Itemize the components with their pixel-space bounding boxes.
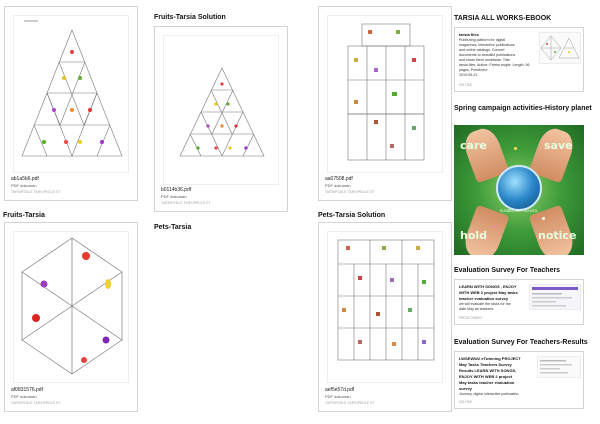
globe-image — [496, 165, 542, 211]
results-desc-1: Journey, digital interactive publication — [459, 392, 519, 396]
file-name[interactable]: af0831576.pdf — [11, 387, 43, 393]
word-hold: hold — [460, 229, 488, 242]
fruits-tarsia-solution-title[interactable]: Fruits-Tarsia Solution — [154, 14, 226, 21]
ebook-desc-2: magazines, interactive publications — [459, 43, 515, 47]
flower-dot — [514, 147, 517, 150]
results-heading-3[interactable]: Results LEARN WITH SONGS, — [459, 368, 517, 373]
word-save: save — [544, 139, 573, 152]
pets-tarsia-title[interactable]: Pets-Tarsia — [154, 224, 192, 231]
document-card[interactable] — [4, 6, 138, 201]
ebook-desc-7: 2019-05-21 — [459, 73, 478, 77]
file-type: PDF dokuman — [11, 394, 37, 399]
results-heading-1[interactable]: LWSEWW2 eTwinning PROJECT — [459, 356, 521, 361]
ebook-title[interactable]: TARSIA ALL WORKS-EBOOK — [454, 15, 552, 22]
ebook-card[interactable] — [454, 27, 584, 92]
card-action[interactable]: TARSIPEDLE TARSIPEDLE ET — [325, 401, 375, 405]
ebook-action[interactable]: CELTIKE — [459, 83, 473, 87]
document-thumbnail[interactable] — [327, 231, 443, 383]
document-thumbnail[interactable] — [327, 15, 443, 173]
ebook-desc-5: and share them worldwide. Title: — [459, 58, 511, 62]
survey-title[interactable]: Evaluation Survey For Teachers — [454, 267, 561, 274]
document-card[interactable] — [4, 222, 138, 412]
card-action[interactable]: TARSIPEDLE TARSIPEDLE ET — [11, 401, 61, 405]
ebook-desc-6: tarsia files, Author: Fatma mujde, Length: 56 pages, Published: — [459, 63, 530, 72]
file-type: PDF dokuman — [325, 394, 351, 399]
flower-dot — [494, 225, 497, 228]
document-thumbnail[interactable] — [13, 231, 129, 383]
ebook-name[interactable]: tarsia files — [459, 32, 479, 37]
results-card[interactable] — [454, 351, 584, 409]
fruits-tarsia-title[interactable]: Fruits-Tarsia — [3, 212, 45, 219]
word-care: care — [460, 139, 487, 152]
results-heading-5[interactable]: May tasks teacher evaluation — [459, 380, 515, 385]
ebook-desc-1: Publishing platform for digital — [459, 38, 506, 42]
survey-desc-1: we will evaluate the tasks for the — [459, 302, 511, 306]
file-name[interactable]: b0114b36.pdf — [161, 187, 192, 193]
file-type: PDF dokuman — [161, 194, 187, 199]
card-action[interactable]: TARSIPEDLE TARSIPEDLE ET — [11, 190, 61, 194]
survey-heading-1[interactable]: LEARN WITH SONGS , ENJOY — [459, 284, 517, 289]
pets-puzzle-image — [328, 16, 443, 173]
spring-campaign-title[interactable]: Spring campaign activities-History planet — [454, 105, 592, 112]
file-name[interactable]: aef5e57d.pdf — [325, 387, 355, 393]
file-name[interactable]: ab1a5b6.pdf — [11, 176, 39, 182]
hexagon-puzzle-image — [14, 232, 129, 383]
document-thumbnail[interactable] — [163, 35, 279, 185]
pets-solution-image — [328, 232, 443, 383]
survey-card[interactable] — [454, 279, 584, 325]
card-action[interactable]: TARSIPEDLE TARSIPEDLE ET — [325, 190, 375, 194]
card-action[interactable]: TARSIPEDLE TARSIPEDLE ET — [161, 201, 211, 205]
results-heading-2[interactable]: May Tasks Teachers Survey — [459, 362, 512, 367]
ebook-desc-4: documents to beautiful publications — [459, 53, 516, 57]
document-card[interactable] — [318, 222, 452, 412]
results-heading-6[interactable]: survey — [459, 386, 472, 391]
results-title[interactable]: Evaluation Survey For Teachers-Results — [454, 339, 588, 346]
ebook-desc-3: and online catalogs. Convert — [459, 48, 505, 52]
triangle-puzzle-image — [14, 16, 129, 173]
spring-campaign-image[interactable] — [454, 125, 584, 255]
flower-dot — [542, 217, 545, 220]
triangle-solution-image — [164, 36, 279, 185]
document-card[interactable] — [154, 26, 288, 212]
survey-heading-3[interactable]: teacher evaluation survey — [459, 296, 509, 301]
results-heading-4[interactable]: ENJOY WITH WEB 2 project — [459, 374, 513, 379]
document-card[interactable] — [318, 6, 452, 201]
survey-action[interactable]: PROJE DOSEG — [459, 316, 483, 320]
results-thumbnail[interactable] — [537, 356, 581, 378]
word-notice: notice — [538, 229, 577, 242]
pets-tarsia-solution-title[interactable]: Pets-Tarsia Solution — [318, 212, 386, 219]
survey-heading-2[interactable]: WITH WEB 2 project May tasks — [459, 290, 518, 295]
results-action[interactable]: CELTIKE — [459, 400, 473, 404]
file-type: PDF dokuman — [325, 183, 351, 188]
promo-caption: ELEMENTARY SCHOOL — [500, 209, 538, 213]
file-name[interactable]: aa07508.pdf — [325, 176, 353, 182]
document-thumbnail[interactable] — [13, 15, 129, 173]
ebook-thumbnail[interactable] — [539, 32, 581, 64]
file-type: PDF dokuman — [11, 183, 37, 188]
survey-thumbnail[interactable] — [529, 284, 581, 310]
survey-desc-2: date May as teachers — [459, 307, 494, 311]
